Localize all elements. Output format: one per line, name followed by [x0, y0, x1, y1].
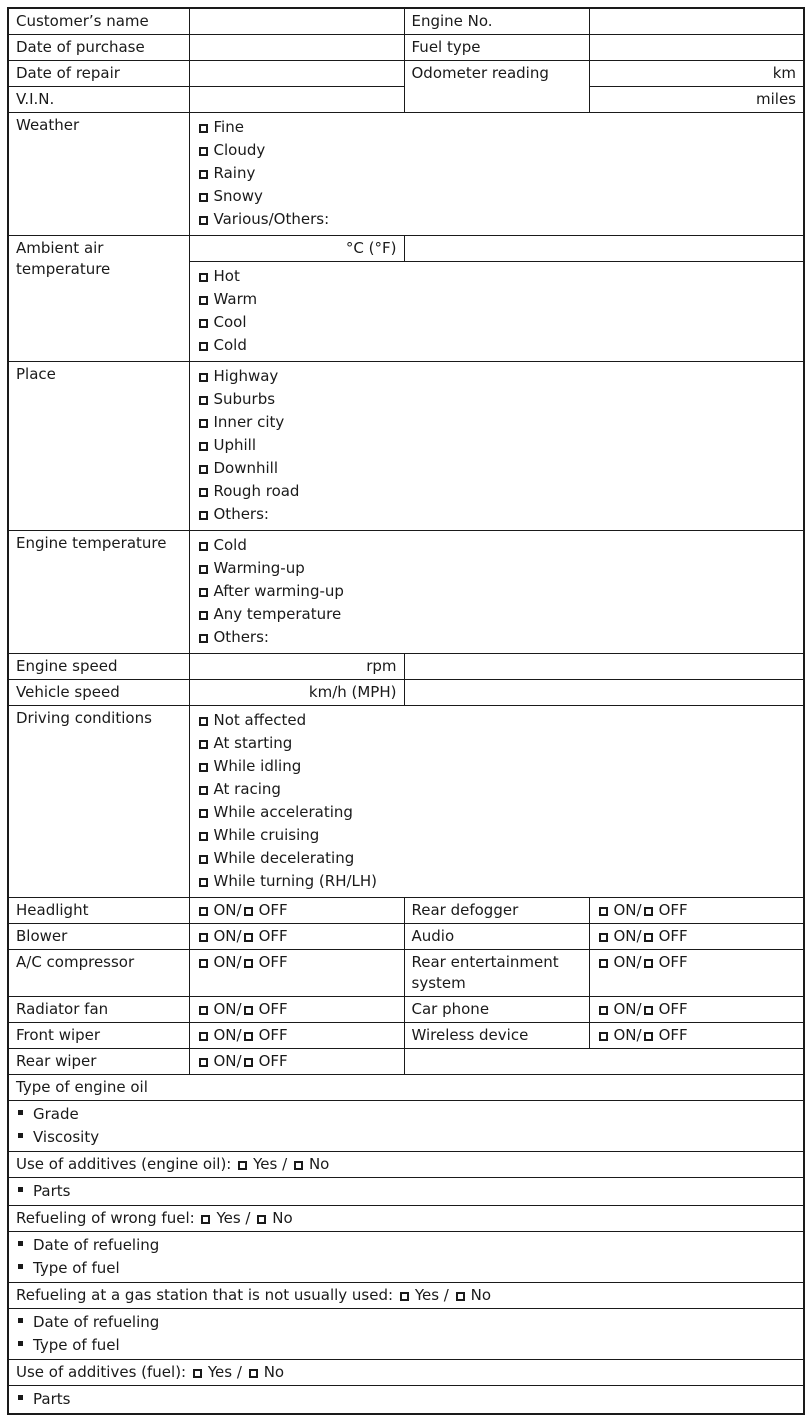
yes-label: Yes / [216, 1209, 256, 1227]
weather-label: Weather [8, 113, 189, 236]
checkbox-icon[interactable] [199, 855, 208, 864]
odometer-km-unit-cell[interactable]: km [589, 61, 804, 87]
option-label: Any temperature [213, 605, 342, 623]
off-checkbox-icon[interactable] [644, 1006, 653, 1015]
engine-speed-unit-cell[interactable]: rpm [189, 654, 404, 680]
vin-value-cell[interactable] [189, 87, 404, 113]
bullet-label: Parts [33, 1390, 71, 1408]
bullet-icon [18, 1395, 23, 1400]
checkbox-icon[interactable] [199, 511, 208, 520]
option-label: Warming-up [213, 559, 305, 577]
table-row [8, 706, 804, 898]
date-of-repair-label: Date of repair [8, 61, 189, 87]
off-checkbox-icon[interactable] [244, 1032, 253, 1041]
list-item [197, 709, 797, 732]
checkbox-icon[interactable] [199, 588, 208, 597]
checkbox-icon[interactable] [199, 465, 208, 474]
bullet-icon [18, 1264, 23, 1269]
bullet-label: Type of fuel [33, 1259, 120, 1277]
gas-station-cell [8, 1283, 804, 1309]
list-item [197, 457, 797, 480]
checkbox-icon[interactable] [199, 740, 208, 749]
on-label: ON/ [613, 927, 642, 945]
list-item [197, 411, 797, 434]
checkbox-icon[interactable] [199, 565, 208, 574]
checkbox-icon[interactable] [199, 634, 208, 643]
table-row [8, 531, 804, 654]
engine-speed-label: Engine speed [8, 654, 189, 680]
checkbox-icon[interactable] [199, 442, 208, 451]
on-label: ON/ [213, 901, 242, 919]
checkbox-icon[interactable] [199, 216, 208, 225]
off-checkbox-icon[interactable] [244, 907, 253, 916]
off-label: OFF [258, 953, 288, 971]
off-label: OFF [658, 953, 688, 971]
bullet-label: Grade [33, 1105, 79, 1123]
list-item [197, 365, 797, 388]
off-label: OFF [258, 927, 288, 945]
option-label: Cold [213, 536, 247, 554]
option-label: Inner city [213, 413, 285, 431]
list-item [197, 801, 797, 824]
rear-defogger-label: Rear defogger [404, 898, 589, 924]
rear-wiper-onoff-cell [189, 1049, 404, 1075]
checkbox-icon[interactable] [199, 717, 208, 726]
option-label: Rough road [213, 482, 300, 500]
off-checkbox-icon[interactable] [644, 1032, 653, 1041]
option-label: Cold [213, 336, 247, 354]
checkbox-icon[interactable] [199, 611, 208, 620]
list-item [197, 580, 797, 603]
table-row [8, 61, 804, 87]
list-item [197, 334, 797, 357]
on-checkbox-icon[interactable] [599, 907, 608, 916]
car-phone-label: Car phone [404, 997, 589, 1023]
rear-defogger-onoff-cell [589, 898, 804, 924]
yes-label: Yes / [253, 1155, 292, 1173]
checkbox-icon[interactable] [199, 786, 208, 795]
table-row [8, 1309, 804, 1360]
checkbox-icon[interactable] [199, 832, 208, 841]
ambient-temperature-label: Ambient air temperature [8, 236, 189, 362]
list-item [197, 557, 797, 580]
on-checkbox-icon[interactable] [599, 933, 608, 942]
odometer-reading-label: Odometer reading [404, 61, 589, 113]
off-checkbox-icon[interactable] [244, 959, 253, 968]
on-label: ON/ [213, 1052, 242, 1070]
on-checkbox-icon[interactable] [599, 1032, 608, 1041]
engine-speed-value-cell[interactable] [404, 654, 804, 680]
table-row [8, 362, 804, 531]
place-options-cell [189, 362, 804, 531]
vehicle-speed-label: Vehicle speed [8, 680, 189, 706]
list-item [197, 503, 797, 526]
front-wiper-label: Front wiper [8, 1023, 189, 1049]
blower-label: Blower [8, 924, 189, 950]
ac-compressor-label: A/C compressor [8, 950, 189, 997]
odometer-miles-unit-cell[interactable]: miles [589, 87, 804, 113]
list-item [197, 778, 797, 801]
ambient-temperature-options-cell [189, 262, 804, 362]
yes-checkbox-icon[interactable] [238, 1161, 247, 1170]
option-label: Uphill [213, 436, 257, 454]
option-label: Cool [213, 313, 247, 331]
bullet-icon [18, 1133, 23, 1138]
table-row [8, 654, 804, 680]
customer-name-value-cell[interactable] [189, 8, 404, 35]
option-label: While idling [213, 757, 302, 775]
option-label: Hot [213, 267, 240, 285]
additives-oil-cell [8, 1152, 804, 1178]
list-item [197, 208, 797, 231]
rear-entertainment-onoff-cell [589, 950, 804, 997]
off-checkbox-icon[interactable] [244, 933, 253, 942]
table-row [8, 898, 804, 924]
option-label: Others: [213, 505, 269, 523]
weather-options-cell [189, 113, 804, 236]
list-item [197, 388, 797, 411]
option-label: Fine [213, 118, 244, 136]
table-row [8, 1178, 804, 1206]
engine-no-label: Engine No. [404, 8, 589, 35]
list-item [197, 755, 797, 778]
driving-conditions-options-cell [189, 706, 804, 898]
checkbox-icon[interactable] [199, 878, 208, 887]
table-row [8, 1206, 804, 1232]
checkbox-icon[interactable] [199, 319, 208, 328]
car-phone-onoff-cell [589, 997, 804, 1023]
audio-label: Audio [404, 924, 589, 950]
engine-oil-bullets-cell [8, 1101, 804, 1152]
table-row [8, 1075, 804, 1101]
wrong-fuel-cell [8, 1206, 804, 1232]
checkbox-icon[interactable] [199, 763, 208, 772]
checkbox-icon[interactable] [199, 193, 208, 202]
off-label: OFF [258, 1052, 288, 1070]
table-row [8, 8, 804, 35]
off-label: OFF [658, 901, 688, 919]
list-item [197, 847, 797, 870]
no-label: No [263, 1363, 285, 1381]
checkbox-icon[interactable] [199, 809, 208, 818]
option-label: Rainy [213, 164, 256, 182]
on-checkbox-icon[interactable] [199, 1058, 208, 1067]
diagnostic-form-table [7, 7, 805, 1415]
question-label: Refueling of wrong fuel: [16, 1209, 200, 1227]
table-row [8, 997, 804, 1023]
on-checkbox-icon[interactable] [199, 907, 208, 916]
off-label: OFF [658, 1000, 688, 1018]
additives-fuel-cell [8, 1360, 804, 1386]
wireless-device-onoff-cell [589, 1023, 804, 1049]
engine-oil-title: Type of engine oil [8, 1075, 804, 1101]
bullet-icon [18, 1110, 23, 1115]
list-item [197, 265, 797, 288]
bullet-label: Date of refueling [33, 1236, 160, 1254]
date-of-purchase-value-cell[interactable] [189, 35, 404, 61]
list-item [197, 162, 797, 185]
list-item [197, 534, 797, 557]
list-item [16, 1311, 796, 1334]
checkbox-icon[interactable] [199, 542, 208, 551]
on-checkbox-icon[interactable] [599, 1006, 608, 1015]
additives-fuel-bullets-cell [8, 1386, 804, 1415]
question-label: Refueling at a gas station that is not usually used: [16, 1286, 398, 1304]
place-label: Place [8, 362, 189, 531]
list-item [197, 116, 797, 139]
ambient-temperature-unit-cell[interactable]: °C (°F) [189, 236, 404, 262]
list-item [197, 824, 797, 847]
option-label: While turning (RH/LH) [213, 872, 378, 890]
rear-wiper-empty-cell [404, 1049, 804, 1075]
option-label: At racing [213, 780, 281, 798]
ambient-temperature-value-cell[interactable] [404, 236, 804, 262]
list-item [16, 1103, 796, 1126]
question-label: Use of additives (fuel): [16, 1363, 191, 1381]
bullet-label: Viscosity [33, 1128, 100, 1146]
table-row [8, 1049, 804, 1075]
option-label: Downhill [213, 459, 279, 477]
ac-compressor-onoff-cell [189, 950, 404, 997]
on-label: ON/ [213, 1000, 242, 1018]
vehicle-speed-unit-cell[interactable]: km/h (MPH) [189, 680, 404, 706]
driving-conditions-label: Driving conditions [8, 706, 189, 898]
bullet-icon [18, 1318, 23, 1323]
on-checkbox-icon[interactable] [199, 1006, 208, 1015]
list-item [16, 1257, 796, 1280]
no-checkbox-icon[interactable] [257, 1215, 266, 1224]
wireless-device-label: Wireless device [404, 1023, 589, 1049]
off-checkbox-icon[interactable] [244, 1058, 253, 1067]
list-item [16, 1180, 796, 1203]
yes-label: Yes / [414, 1286, 454, 1304]
bullet-icon [18, 1241, 23, 1246]
option-label: Cloudy [213, 141, 266, 159]
no-checkbox-icon[interactable] [249, 1369, 258, 1378]
list-item [197, 185, 797, 208]
option-label: After warming-up [213, 582, 344, 600]
on-label: ON/ [613, 953, 642, 971]
no-checkbox-icon[interactable] [294, 1161, 303, 1170]
date-of-purchase-label: Date of purchase [8, 35, 189, 61]
checkbox-icon[interactable] [199, 488, 208, 497]
radiator-fan-label: Radiator fan [8, 997, 189, 1023]
fuel-type-label: Fuel type [404, 35, 589, 61]
table-row [8, 1152, 804, 1178]
on-label: ON/ [213, 927, 242, 945]
list-item [16, 1126, 796, 1149]
option-label: Highway [213, 367, 279, 385]
option-label: Warm [213, 290, 258, 308]
checkbox-icon[interactable] [199, 419, 208, 428]
additives-oil-bullets-cell [8, 1178, 804, 1206]
yes-label: Yes / [207, 1363, 247, 1381]
table-row [8, 1232, 804, 1283]
vehicle-speed-value-cell[interactable] [404, 680, 804, 706]
off-checkbox-icon[interactable] [644, 959, 653, 968]
table-row [8, 1283, 804, 1309]
option-label: Snowy [213, 187, 263, 205]
on-label: ON/ [213, 1026, 242, 1044]
list-item [197, 288, 797, 311]
checkbox-icon[interactable] [199, 124, 208, 133]
question-label: Use of additives (engine oil): [16, 1155, 237, 1173]
vin-label: V.I.N. [8, 87, 189, 113]
off-checkbox-icon[interactable] [644, 907, 653, 916]
yes-checkbox-icon[interactable] [201, 1215, 210, 1224]
engine-temperature-options-cell [189, 531, 804, 654]
off-label: OFF [258, 1026, 288, 1044]
option-label: At starting [213, 734, 293, 752]
no-label: No [272, 1209, 293, 1227]
no-label: No [470, 1286, 492, 1304]
checkbox-icon[interactable] [199, 396, 208, 405]
bullet-label: Parts [33, 1182, 71, 1200]
rear-entertainment-label: Rear entertainment system [404, 950, 589, 997]
customer-name-label: Customer’s name [8, 8, 189, 35]
off-label: OFF [658, 927, 688, 945]
no-label: No [308, 1155, 330, 1173]
off-checkbox-icon[interactable] [244, 1006, 253, 1015]
checkbox-icon[interactable] [199, 147, 208, 156]
checkbox-icon[interactable] [199, 170, 208, 179]
option-label: While cruising [213, 826, 320, 844]
blower-onoff-cell [189, 924, 404, 950]
headlight-label: Headlight [8, 898, 189, 924]
list-item [197, 139, 797, 162]
headlight-onoff-cell [189, 898, 404, 924]
checkbox-icon[interactable] [199, 373, 208, 382]
no-checkbox-icon[interactable] [456, 1292, 465, 1301]
on-checkbox-icon[interactable] [199, 959, 208, 968]
list-item [197, 434, 797, 457]
on-label: ON/ [613, 1000, 642, 1018]
list-item [197, 311, 797, 334]
date-of-repair-value-cell[interactable] [189, 61, 404, 87]
option-label: Suburbs [213, 390, 276, 408]
off-checkbox-icon[interactable] [644, 933, 653, 942]
list-item [16, 1334, 796, 1357]
bullet-icon [18, 1341, 23, 1346]
wrong-fuel-bullets-cell [8, 1232, 804, 1283]
list-item [197, 480, 797, 503]
table-row [8, 1360, 804, 1386]
fuel-type-value-cell[interactable] [589, 35, 804, 61]
rear-wiper-label: Rear wiper [8, 1049, 189, 1075]
checkbox-icon[interactable] [199, 273, 208, 282]
on-label: ON/ [613, 1026, 642, 1044]
on-checkbox-icon[interactable] [199, 1032, 208, 1041]
list-item [197, 626, 797, 649]
table-row [8, 1101, 804, 1152]
table-row [8, 950, 804, 997]
list-item [197, 732, 797, 755]
table-row [8, 1023, 804, 1049]
list-item [16, 1388, 796, 1411]
off-label: OFF [258, 1000, 288, 1018]
table-row [8, 113, 804, 236]
on-checkbox-icon[interactable] [599, 959, 608, 968]
table-row [8, 680, 804, 706]
option-label: While accelerating [213, 803, 353, 821]
on-label: ON/ [213, 953, 242, 971]
table-row [8, 924, 804, 950]
option-label: Not affected [213, 711, 307, 729]
table-row [8, 1386, 804, 1415]
bullet-label: Date of refueling [33, 1313, 160, 1331]
list-item [197, 603, 797, 626]
checkbox-icon[interactable] [199, 296, 208, 305]
off-label: OFF [658, 1026, 688, 1044]
audio-onoff-cell [589, 924, 804, 950]
front-wiper-onoff-cell [189, 1023, 404, 1049]
off-label: OFF [258, 901, 288, 919]
on-checkbox-icon[interactable] [199, 933, 208, 942]
radiator-fan-onoff-cell [189, 997, 404, 1023]
yes-checkbox-icon[interactable] [193, 1369, 202, 1378]
gas-station-bullets-cell [8, 1309, 804, 1360]
list-item [197, 870, 797, 893]
table-row [8, 236, 804, 262]
option-label: While decelerating [213, 849, 355, 867]
yes-checkbox-icon[interactable] [400, 1292, 409, 1301]
table-row [8, 35, 804, 61]
engine-temperature-label: Engine temperature [8, 531, 189, 654]
checkbox-icon[interactable] [199, 342, 208, 351]
option-label: Others: [213, 628, 269, 646]
bullet-label: Type of fuel [33, 1336, 120, 1354]
option-label: Various/Others: [213, 210, 330, 228]
on-label: ON/ [613, 901, 642, 919]
engine-no-value-cell[interactable] [589, 8, 804, 35]
bullet-icon [18, 1187, 23, 1192]
list-item [16, 1234, 796, 1257]
